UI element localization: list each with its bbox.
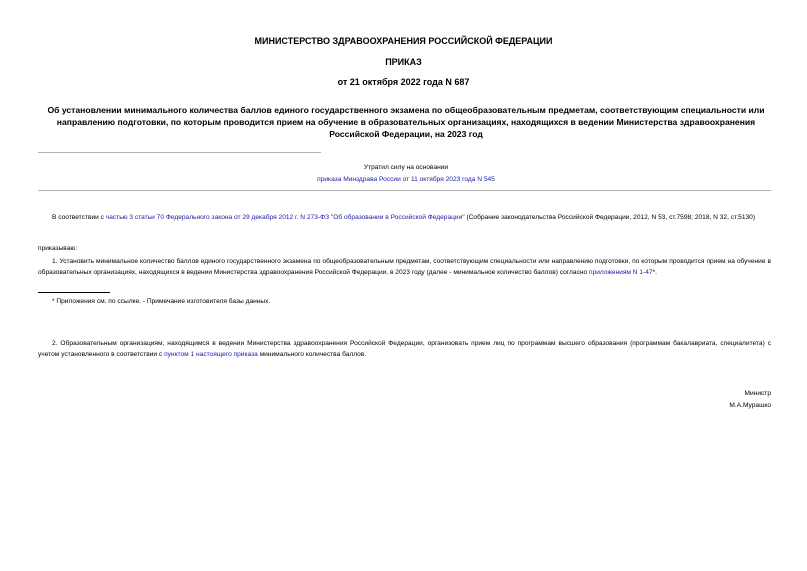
order-word: приказываю:: [38, 245, 78, 252]
document-date-number: от 21 октября 2022 года N 687: [337, 77, 470, 87]
signatory-name: М.А.Мурашко: [729, 402, 771, 409]
signatory-position: Министр: [744, 390, 771, 397]
document-type: ПРИКАЗ: [385, 57, 422, 67]
order-item-2: 2. Образовательным организациям, находящимся в ведении Министерства здравоохранения Российской Федерации, организовать прием лиц по программам высшего образования (программам бакалавриата, специалитета) с учетом установленного в соответствии с пунктом 1 настоящего приказа минимального количества баллов.: [38, 340, 771, 358]
intro-paragraph: В соответствии с частью 3 статьи 70 Федерального закона от 29 декабря 2012 г. N 273-ФЗ "Об образовании в Российской Федерации" (Собрание законодательства Российской Федерации, 2012, N 53, ст.7598; 2018, N 32, ст.5130): [52, 214, 756, 221]
order-item-1: 1. Установить минимальное количество баллов единого государственного экзамена по общеобразовательным предметам, соответствующим специальности или направлению подготовки, по которым проводится прием на обучение в образовательных организациях, находящихся в ведении Министерства здравоохранения Российской Федерации, в 2023 году (далее - минимальное количество баллов) согласно приложениям N 1-47*.: [38, 258, 771, 276]
document-title: Об установлении минимального количества баллов единого государственного экзамена по общеобразовательным предметам, соответствующим специальности или направлению подготовки, по которым проводится прием на обучение в образовательных организациях, находящихся в ведении Министерства здравоохранения Российской Федерации, на 2023 год: [47, 105, 765, 139]
status-divider: [38, 190, 771, 191]
federal-law-link[interactable]: частью 3 статьи 70 Федерального закона от 29 декабря 2012 г. N 273-ФЗ "Об образовании в Российской Федерации": [105, 214, 465, 221]
footnote: * Приложения см. по ссылке. - Примечание изготовителя базы данных.: [52, 298, 271, 305]
footnote-divider: [38, 292, 110, 293]
ministry-heading: МИНИСТЕРСТВО ЗДРАВООХРАНЕНИЯ РОССИЙСКОЙ ФЕДЕРАЦИИ: [254, 36, 553, 46]
point-1-link[interactable]: пунктом 1 настоящего приказа: [164, 351, 258, 358]
title-divider: [38, 152, 321, 153]
appendices-link[interactable]: приложениям N 1-47: [589, 269, 653, 276]
repeal-order-link[interactable]: приказа Минздрава России от 11 октября 2023 года N 545: [317, 176, 495, 183]
status-note-text: Утратил силу на основании: [363, 164, 449, 171]
